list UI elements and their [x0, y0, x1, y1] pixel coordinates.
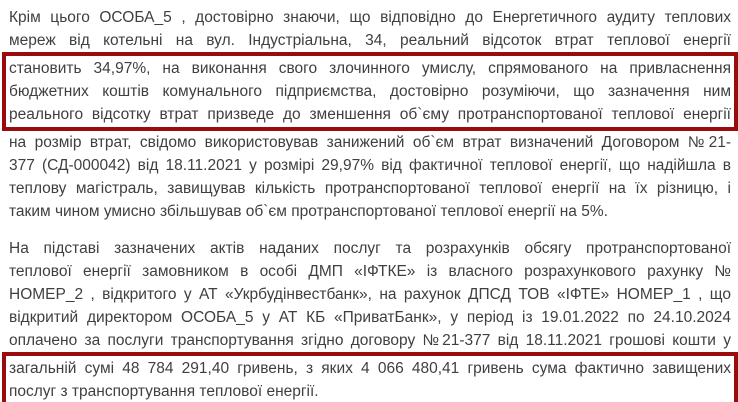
text-line: теплової енергії замовником в особі ДМП «ІФТКЕ» із власного розрахункового рахунку №: [9, 263, 731, 280]
text-line: бюджетних коштів комунального підприємства, достовірно розуміючи, що зазначення ним: [9, 83, 731, 100]
text-line: послуг з транспортування теплової енергії.: [9, 383, 319, 400]
text-line: На підставі зазначених актів наданих послуг та розрахунків обсягу протранспортованої: [9, 240, 731, 257]
text-line: загальній сумі 48 784 291,40 гривень, з яких 4 066 480,41 гривень сума фактично завищених: [9, 360, 731, 377]
highlight-box-1: [2, 52, 738, 131]
text-line: на розмір втрат, свідомо використовував занижений об`єм втрат визначений Договором №21-: [9, 134, 731, 151]
text-line: становить 34,97%, на виконання свого злочинного умислу, спрямованого на привласнення: [9, 60, 731, 77]
paragraph-1-continuation: [9, 131, 731, 223]
text-line: мереж від котельні на вул. Індустріальна, 34, реальний відсоток втрат теплової енергії: [9, 32, 731, 49]
paragraph-1-intro: [9, 6, 731, 52]
paragraph-2: [9, 237, 731, 352]
text-line: таким чином умисно збільшував об`єм протранспортованої теплової енергії на 5%.: [9, 203, 608, 220]
text-line: теплову магістраль, завищував кількість протранспортованої теплової енергії на їх різницю, і: [9, 180, 731, 197]
text-line: реального відсотку втрат призведе до зменшення об`єму протранспортованої теплової енергії: [9, 106, 731, 123]
highlight-box-2: [2, 352, 738, 402]
text-line: 377 (СД-000042) від 18.11.2021 у розмірі 29,97% від фактичної теплової енергії, що надійшла в: [9, 157, 731, 174]
text-line: оплачено за послуги транспортування згідно договору №21-377 від 18.11.2021 грошові кошти у: [9, 332, 731, 349]
paragraph-spacer: [9, 223, 731, 237]
text-line: Крім цього ОСОБА_5 , достовірно знаючи, що відповідно до Енергетичного аудиту теплових: [9, 9, 731, 26]
text-line: НОМЕР_2 , відкритого у АТ «Укрбудінвестбанк», на рахунок ДПСД ТОВ «ІФТЕ» НОМЕР_1 , що: [9, 286, 731, 303]
text-line: відкритий директором ОСОБА_5 у АТ КБ «ПриватБанк», у період із 19.01.2022 по 24.10.2024: [9, 309, 731, 326]
